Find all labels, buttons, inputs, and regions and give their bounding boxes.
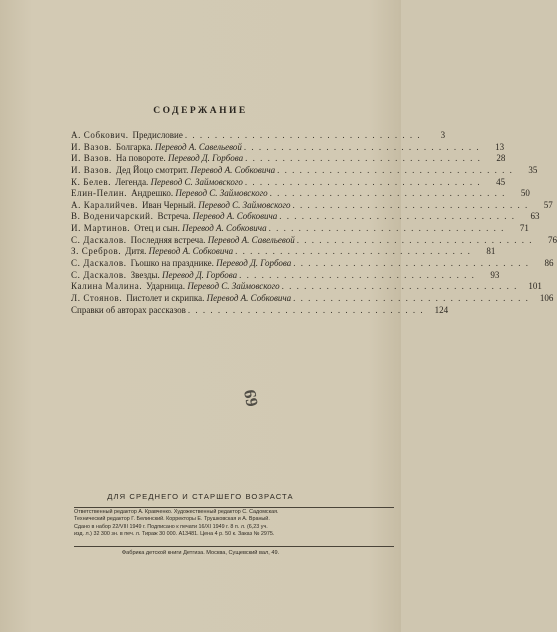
toc-entry-author: И. Мартинов. <box>71 223 131 234</box>
imprint-top-rule <box>74 507 394 508</box>
toc-entry-leader-dots: . . . . . . . . . . . . . . . . . . . . . . . . . . . . . . . . <box>293 292 530 303</box>
table-of-contents <box>71 130 557 316</box>
imprint-bottom-rule <box>74 546 394 547</box>
toc-entry-leader-dots: . . . . . . . . . . . . . . . . . . . . . . . . . . . . . . . . <box>281 281 518 292</box>
toc-entry-leader-dots: . . . . . . . . . . . . . . . . . . . . . . . . . . . . . . . . <box>239 269 476 280</box>
toc-entry-translator: Перевод А. Собковича <box>206 292 292 303</box>
toc-entry-translator: Перевод А. Савельевой <box>207 234 295 245</box>
toc-entry-page-number: 71 <box>519 223 529 234</box>
toc-entry-page-number: 28 <box>496 153 506 164</box>
toc-entry-title <box>131 258 292 270</box>
toc-entry-leader-dots: . . . . . . . . . . . . . . . . . . . . . . . . . . . . . . . . <box>277 164 514 175</box>
toc-entry-leader-dots: . . . . . . . . . . . . . . . . . . . . . . . . . . . . . . . . <box>235 246 472 257</box>
toc-entry-story-title: Пистолет и скрипка. <box>126 292 205 303</box>
toc-entry-leader-dots: . . . . . . . . . . . . . . . . . . . . . . . . . . . . . . . . <box>184 130 422 140</box>
imprint-line-dates: Сдано в набор 22/VIII 1949 г. Подписано к печати 16/XI 1949 г. 8 п. л. (6,23 уч. <box>74 523 268 530</box>
toc-entry-page-number: 13 <box>495 141 505 152</box>
age-group-line: ДЛЯ СРЕДНЕГО И СТАРШЕГО ВОЗРАСТА <box>107 492 294 501</box>
toc-entry-page-number: 35 <box>528 164 538 175</box>
toc-entry <box>71 188 530 200</box>
toc-entry-story-title: Встреча. <box>157 211 191 222</box>
library-stamp-number: 69 <box>240 388 262 409</box>
toc-entry-title <box>146 281 279 293</box>
toc-entry-title <box>131 188 268 200</box>
toc-entry <box>71 164 538 177</box>
toc-entry-story-title: Легенда. <box>115 176 149 187</box>
toc-entry-translator: Перевод А. Собковича <box>190 164 276 175</box>
toc-entry-translator: Перевод С. Займовского <box>150 176 243 187</box>
toc-entry-translator: Перевод С. Займовского <box>175 188 268 199</box>
toc-entry-leader-dots: . . . . . . . . . . . . . . . . . . . . . . . . . . . . . . . . <box>245 153 482 164</box>
toc-entry-title <box>134 223 266 235</box>
toc-entry-translator: Перевод А. Собковича <box>148 246 234 257</box>
toc-entry-leader-dots: . . . . . . . . . . . . . . . . . . . . . . . . . . . . . . . . <box>296 234 533 245</box>
toc-entry-story-title: Последняя встреча. <box>130 234 206 245</box>
toc-entry-title <box>115 177 243 189</box>
toc-entry-author: И. Вазов. <box>71 153 112 164</box>
publication-imprint <box>74 509 394 539</box>
toc-entry-story-title: Предисловие <box>132 130 183 140</box>
toc-entry-title <box>116 165 275 177</box>
toc-entry-story-title: Ударница. <box>146 281 186 292</box>
toc-entry-translator: Перевод А. Собковича <box>192 211 278 222</box>
toc-entry-story-title: Справки об авторах рассказов <box>71 304 186 315</box>
toc-entry-leader-dots: . . . . . . . . . . . . . . . . . . . . . . . . . . . . . . . . <box>269 188 506 199</box>
toc-entry <box>71 258 554 270</box>
toc-entry <box>71 304 449 317</box>
imprint-line-editors: Ответственный редактор А. Кравченко. Художественный редактор С. Садомская. <box>74 509 279 515</box>
toc-entry-story-title: Дед Йоцо смотрит. <box>115 164 189 175</box>
toc-entry-page-number: 81 <box>486 246 496 257</box>
toc-entry-translator: Перевод С. Займовского <box>198 199 291 210</box>
toc-entry-author: В. Воденичарский. <box>71 211 154 222</box>
imprint-line-print-run: изд. л.) 32 300 зн. в печ. л. Тираж 30 000. А13481. Цена 4 р. 50 к. Заказ № 2975. <box>74 531 275 538</box>
toc-entry-translator: Перевод Д. Горбова <box>216 258 292 269</box>
toc-entry <box>71 281 542 293</box>
toc-entry-page-number: 93 <box>490 269 500 280</box>
toc-entry-leader-dots: . . . . . . . . . . . . . . . . . . . . . . . . . . . . . . . . <box>268 223 505 234</box>
toc-entry-leader-dots: . . . . . . . . . . . . . . . . . . . . . . . . . . . . . . . . <box>187 304 425 315</box>
toc-entry-story-title: Дитя. <box>125 246 147 257</box>
toc-entry-title <box>125 246 233 258</box>
toc-entry-page-number: 101 <box>528 281 542 292</box>
printer-line: Фабрика детской книги Детгиза. Москва, Сущевский вал, 49. <box>121 550 280 556</box>
toc-entry-page-number: 124 <box>434 304 449 315</box>
toc-entry-page-number: 63 <box>530 211 540 222</box>
toc-entry <box>71 269 500 282</box>
toc-entry-author: И. Вазов. <box>71 164 112 175</box>
toc-entry-author: Л. Стоянов. <box>71 292 123 303</box>
toc-entry <box>71 141 505 154</box>
toc-entry-story-title: Звезды. <box>130 269 160 280</box>
toc-entry-author: А. Каралийчев. <box>71 199 138 210</box>
toc-entry-title <box>157 211 277 223</box>
toc-entry <box>71 176 506 189</box>
toc-entry <box>71 211 540 223</box>
toc-entry-title <box>116 153 243 165</box>
toc-entry-title <box>71 305 186 317</box>
toc-entry-translator: Перевод А. Савельевой <box>154 141 242 152</box>
toc-entry-page-number: 57 <box>543 199 553 210</box>
toc-entry <box>71 292 554 305</box>
toc-entry-story-title: Гьошко на празднике. <box>130 258 214 269</box>
toc-entry-story-title: На повороте. <box>115 153 166 164</box>
toc-entry-leader-dots: . . . . . . . . . . . . . . . . . . . . . . . . . . . . . . . . <box>244 176 482 187</box>
contents-heading: СОДЕРЖАНИЕ <box>153 106 248 116</box>
toc-entry-title <box>131 235 295 247</box>
toc-entry-title <box>116 142 242 154</box>
toc-entry-translator: Перевод Д. Горбова <box>161 269 238 280</box>
toc-entry <box>71 234 557 247</box>
toc-entry-title <box>131 270 237 282</box>
toc-entry-leader-dots: . . . . . . . . . . . . . . . . . . . . . . . . . . . . . . . . <box>293 258 530 269</box>
toc-entry-author: С. Даскалов. <box>71 234 127 245</box>
toc-entry-leader-dots: . . . . . . . . . . . . . . . . . . . . . . . . . . . . . . . . <box>243 141 481 152</box>
toc-entry-author: К. Белев. <box>71 176 112 187</box>
toc-entry-page-number: 86 <box>544 258 554 269</box>
toc-entry-translator: Перевод А. Собковича <box>182 223 267 234</box>
toc-entry-page-number: 3 <box>440 130 446 140</box>
imprint-line-technical: Технический редактор Г. Белинский. Корректоры Е. Трушковская и А. Враный. <box>74 516 270 523</box>
toc-entry-title <box>126 293 291 305</box>
toc-entry-page-number: 45 <box>496 176 506 187</box>
toc-entry-author: С. Даскалов. <box>71 258 127 269</box>
toc-entry-story-title: Отец и сын. <box>134 223 180 234</box>
toc-entry-page-number: 50 <box>520 188 530 199</box>
toc-entry-translator: Перевод С. Займовского <box>187 281 280 292</box>
toc-entry-title <box>142 200 291 212</box>
toc-entry-story-title: Андрешко. <box>131 188 174 199</box>
toc-entry-author: З. Сребров. <box>71 246 122 257</box>
toc-entry-page-number: 76 <box>547 234 557 245</box>
toc-entry-leader-dots: . . . . . . . . . . . . . . . . . . . . . . . . . . . . . . . . <box>292 199 529 210</box>
toc-entry-story-title: Болгарка. <box>115 141 153 152</box>
toc-entry-author: Елин-Пелин. <box>71 188 128 199</box>
toc-entry-author: Калина Малина. <box>71 281 143 292</box>
toc-entry-translator: Перевод Д. Горбова <box>167 153 244 164</box>
toc-entry <box>71 246 496 258</box>
toc-entry <box>71 130 446 142</box>
toc-entry-author: И. Вазов. <box>71 141 112 152</box>
toc-entry <box>71 223 529 235</box>
toc-entry-author: С. Даскалов. <box>71 269 127 280</box>
toc-entry-author: А. Собкович. <box>71 130 129 140</box>
toc-entry-leader-dots: . . . . . . . . . . . . . . . . . . . . . . . . . . . . . . . . <box>279 211 516 222</box>
toc-entry-page-number: 106 <box>539 292 554 303</box>
toc-entry <box>71 153 506 165</box>
toc-entry-story-title: Иван Черный. <box>142 199 196 210</box>
toc-entry <box>71 199 553 212</box>
toc-entry-title <box>133 130 183 142</box>
